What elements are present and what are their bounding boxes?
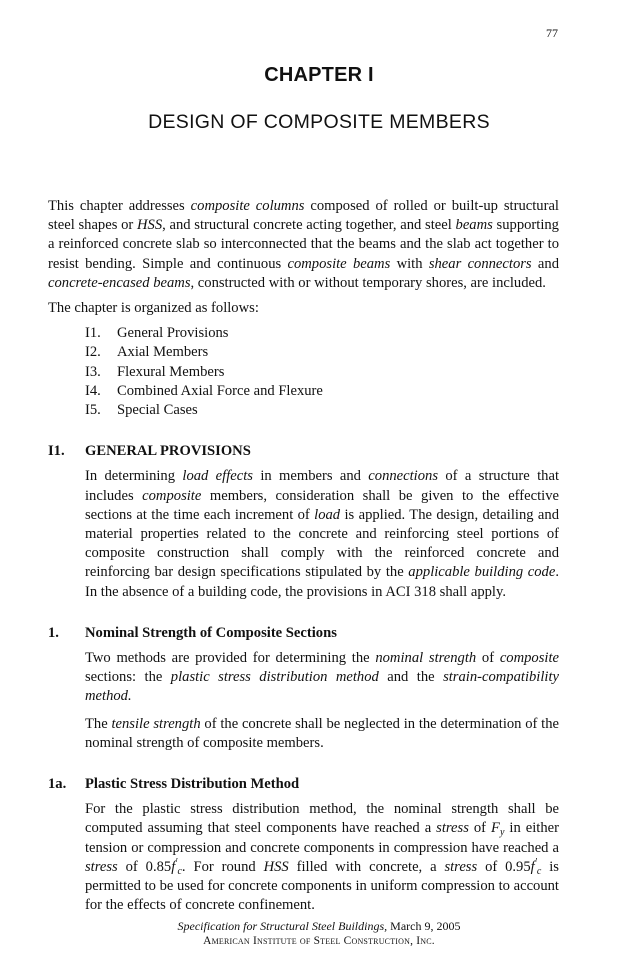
term-concrete-encased-beams: concrete-encased beams — [48, 274, 191, 291]
section-heading-1: 1. Nominal Strength of Composite Sections — [48, 624, 337, 641]
outline-item-label: Special Cases — [117, 401, 198, 418]
outline-item-number: I4. — [85, 382, 101, 399]
term-beams: beams — [455, 217, 493, 234]
symbol-fc-prime: $f'_c$ — [530, 856, 542, 877]
outline-item — [85, 382, 559, 401]
outline-item-number: I3. — [85, 363, 101, 380]
term-composite-beams: composite beams — [287, 255, 391, 272]
outline-item — [85, 343, 559, 362]
intro-paragraph: This chapter addresses composite columns composed of rolled or built-up structural steel shapes or HSS, and structural concrete acting together, and steel beams supporting a reinforced concrete slab so interconnected that the beams and the slab act together to resist bending. Simple and continuous composite beams with shear connectors and concrete-encased beams, constructed with or without temporary shores, are included. — [48, 198, 559, 291]
section-1a-paragraph: For the plastic stress distribution method, the nominal strength shall be computed assuming that steel components have reached a stress of $F_y$ in either tension or compression and concrete components in compression have reached a stress of $0.85f'_c$. For round HSS filled with concrete, a stress of $0.95f'_c$ is permitted to be used for concrete components in uniform compression to account for the effects of concrete confinement. — [85, 801, 559, 914]
term-shear-connectors: shear connectors — [428, 255, 532, 272]
outline-item-number: I5. — [85, 401, 101, 418]
outline-item-label: Axial Members — [117, 344, 209, 361]
section-heading-1a: 1a. Plastic Stress Distribution Method — [48, 776, 300, 792]
outline-item — [85, 324, 559, 343]
section-1-paragraph-2: The tensile strength of the concrete shall be neglected in the determination of the nominal strength of composite members. — [85, 715, 560, 751]
chapter-title: CHAPTER I — [264, 64, 374, 86]
page-number: 77 — [546, 26, 558, 40]
footer-spec-line: Specification for Structural Steel Buildings, March 9, 2005 — [177, 919, 461, 933]
outline-item — [85, 363, 559, 382]
term-hss: HSS — [136, 217, 163, 234]
term-composite-columns: composite columns — [190, 198, 305, 214]
section-1-paragraph-1: Two methods are provided for determining the nominal strength of composite sections: the plastic stress distribution method and the strain-compatibility method. — [85, 649, 559, 705]
outline-item-label: Flexural Members — [117, 363, 225, 380]
section-heading-i1: I1. GENERAL PROVISIONS — [48, 443, 251, 460]
symbol-fc-prime: $f'_c$ — [171, 856, 182, 877]
organized-text: The chapter is organized as follows: — [48, 300, 259, 317]
footer-org: American Institute of Steel Construction, Inc. — [203, 935, 435, 947]
symbol-fy: $F_y$ — [491, 820, 505, 839]
chapter-outline-list — [85, 324, 559, 420]
section-i1-paragraph: In determining load effects in members and connections of a structure that includes composite members, consideration shall be given to the effective sections at the time each increment of load is applied. The design, detailing and material properties related to the concrete and reinforcing steel portions of composite construction shall comply with the reinforced concrete and reinforcing bar design specifications stipulated by the applicable building code. In the absence of a building code, the provisions in ACI 318 shall apply. — [85, 468, 559, 600]
page-footer — [0, 919, 638, 949]
outline-item-label: Combined Axial Force and Flexure — [117, 382, 323, 399]
outline-item — [85, 401, 559, 420]
main-body — [48, 197, 559, 915]
outline-item-label: General Provisions — [117, 325, 229, 342]
chapter-subtitle: DESIGN OF COMPOSITE MEMBERS — [148, 111, 490, 133]
outline-item-number: I2. — [85, 344, 101, 361]
outline-item-number: I1. — [85, 325, 101, 342]
